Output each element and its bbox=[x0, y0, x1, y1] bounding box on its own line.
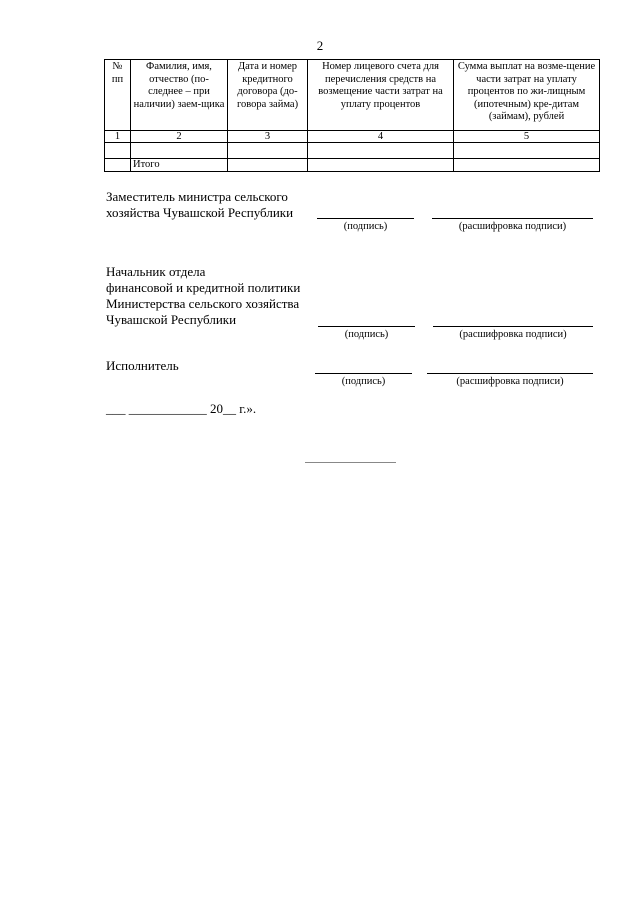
column-number-5: 5 bbox=[454, 131, 600, 143]
data-table bbox=[104, 59, 600, 172]
table-cell bbox=[105, 143, 131, 159]
head-decoding-caption: (расшифровка подписи) bbox=[459, 329, 567, 340]
head-title-line3: Министерства сельского хозяйства bbox=[106, 296, 300, 311]
deputy-signature-caption: (подпись) bbox=[343, 221, 388, 232]
column-number-4: 4 bbox=[308, 131, 454, 143]
column-number-3: 3 bbox=[228, 131, 308, 143]
head-decoding-line bbox=[433, 326, 593, 327]
executor-label: Исполнитель bbox=[106, 358, 179, 373]
deputy-decoding-caption: (расшифровка подписи) bbox=[458, 221, 567, 232]
head-title-line2: финансовой и кредитной политики bbox=[106, 280, 301, 295]
header-payment-sum: Сумма выплат на возме-щение части затрат на уплату процентов по жи-лищным (ипотечным) кре-дитам (займам), рублей bbox=[454, 60, 600, 131]
executor-signature-caption: (подпись) bbox=[341, 376, 386, 387]
column-numbers-row bbox=[105, 131, 600, 143]
column-number-2: 2 bbox=[131, 131, 228, 143]
column-number-1: 1 bbox=[105, 131, 131, 143]
executor-signature-line bbox=[315, 373, 412, 374]
table-row bbox=[105, 143, 600, 159]
header-number: № пп bbox=[105, 60, 131, 131]
deputy-decoding-line bbox=[432, 218, 593, 219]
date-line: ___ ____________ 20__ г.». bbox=[106, 401, 257, 416]
table-cell bbox=[228, 143, 308, 159]
table-cell bbox=[454, 159, 600, 172]
end-separator bbox=[305, 462, 396, 463]
deputy-signature-line bbox=[317, 218, 414, 219]
table-cell bbox=[105, 159, 131, 172]
table-cell bbox=[131, 143, 228, 159]
executor-decoding-caption: (расшифровка подписи) bbox=[456, 376, 564, 387]
deputy-title-line1: Заместитель министра сельского bbox=[106, 189, 288, 204]
head-signature-caption: (подпись) bbox=[344, 329, 389, 340]
total-label: Итого bbox=[131, 159, 228, 172]
executor-decoding-line bbox=[427, 373, 593, 374]
table-cell bbox=[454, 143, 600, 159]
header-borrower-name: Фамилия, имя, отчество (по-следнее – при наличии) заем-щика bbox=[131, 60, 228, 131]
head-title-line1: Начальник отдела bbox=[106, 264, 206, 279]
head-title-line4: Чувашской Республики bbox=[106, 312, 237, 327]
table-header-row bbox=[105, 60, 600, 131]
header-account-number: Номер лицевого счета для перечисления средств на возмещение части затрат на уплату процентов bbox=[308, 60, 454, 131]
table-cell bbox=[308, 143, 454, 159]
head-signature-line bbox=[318, 326, 415, 327]
table-cell bbox=[228, 159, 308, 172]
page-number: 2 bbox=[316, 38, 324, 53]
total-row bbox=[105, 159, 600, 172]
header-contract-date: Дата и номер кредитного договора (до-говора займа) bbox=[228, 60, 308, 131]
table-cell bbox=[308, 159, 454, 172]
deputy-title-line2: хозяйства Чувашской Республики bbox=[106, 205, 294, 220]
